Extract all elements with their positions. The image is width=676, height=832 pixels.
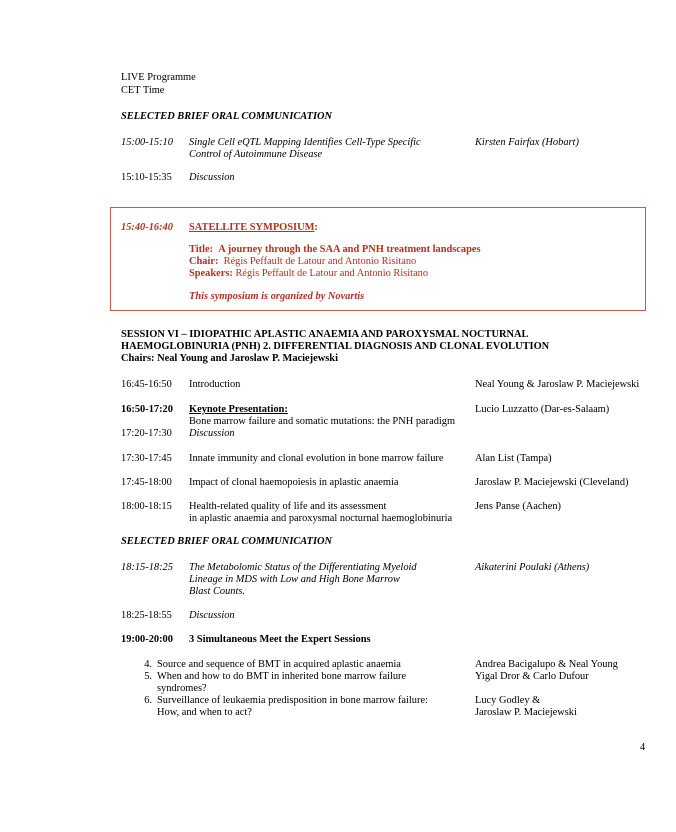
speaker: Aikaterini Poulaki (Athens) [475, 562, 590, 573]
satellite-label [189, 221, 318, 234]
time-slot: 15:10-15:35 [121, 172, 172, 183]
time-slot: 17:30-17:45 [121, 453, 172, 464]
talk-title-line-1: Single Cell eQTL Mapping Identifies Cell-Type Specific [189, 137, 421, 148]
speaker: Jens Panse (Aachen) [475, 501, 561, 512]
satellite-label-colon: : [314, 222, 318, 233]
satellite-speakers [189, 267, 428, 280]
section-heading: SELECTED BRIEF ORAL COMMUNICATION [121, 111, 333, 122]
talk-title-line-2: in aplastic anaemia and paroxysmal nocturnal haemoglobinuria [189, 513, 453, 524]
talk-title: Innate immunity and clonal evolution in bone marrow failure [189, 453, 444, 464]
speaker-line-1: Lucy Godley & [475, 695, 541, 706]
time-slot: 18:25-18:55 [121, 610, 172, 621]
discussion: Discussion [189, 172, 235, 183]
talk-title-line-2: Control of Autoimmune Disease [189, 149, 323, 160]
satellite-speakers-label: Speakers: [189, 268, 233, 279]
satellite-time: 15:40-16:40 [121, 222, 173, 233]
header-line-1: LIVE Programme [121, 72, 196, 83]
satellite-speakers-value: Régis Peffault de Latour and Antonio Risitano [235, 268, 429, 279]
list-item-text-line-1: Surveillance of leukaemia predisposition in bone marrow failure: [157, 695, 428, 706]
satellite-title-label: Title: [189, 244, 214, 255]
speaker: Andrea Bacigalupo & Neal Young [475, 659, 618, 670]
time-slot: 16:45-16:50 [121, 379, 172, 390]
session-heading-line-1: SESSION VI – IDIOPATHIC APLASTIC ANAEMIA AND PAROXYSMAL NOCTURNAL [121, 329, 529, 340]
list-item-text-line-2: How, and when to act? [157, 707, 252, 718]
time-slot: 19:00-20:00 [121, 634, 173, 645]
satellite-title-value: A journey through the SAA and PNH treatment landscapes [218, 244, 481, 255]
speaker: Kirsten Fairfax (Hobart) [475, 137, 579, 148]
satellite-chair-value: Régis Peffault de Latour and Antonio Risitano [223, 256, 417, 267]
discussion: Discussion [189, 428, 235, 439]
list-item-text: Source and sequence of BMT in acquired aplastic anaemia [157, 659, 401, 670]
time-slot: 15:00-15:10 [121, 137, 173, 148]
time-slot: 16:50-17:20 [121, 404, 173, 415]
speaker: Yigal Dror & Carlo Dufour [475, 671, 589, 682]
speaker: Neal Young & Jaroslaw P. Maciejewski [475, 379, 640, 390]
keynote-label: Keynote Presentation: [189, 404, 288, 415]
satellite-chair-label: Chair: [189, 256, 219, 267]
page-number: 4 [640, 742, 646, 753]
session-chairs: Chairs: Neal Young and Jaroslaw P. Maciejewski [121, 353, 338, 364]
time-slot: 18:00-18:15 [121, 501, 172, 512]
satellite-note: This symposium is organized by Novartis [189, 291, 365, 302]
talk-title-line-3: Blast Counts. [189, 586, 246, 597]
discussion: Discussion [189, 610, 235, 621]
speaker-line-2: Jaroslaw P. Maciejewski [475, 707, 577, 718]
list-number: 6. [144, 695, 152, 706]
talk-title-line-1: The Metabolomic Status of the Differentiating Myeloid [189, 562, 417, 573]
list-number: 5. [144, 671, 152, 682]
section-heading: SELECTED BRIEF ORAL COMMUNICATION [121, 536, 333, 547]
talk-title-line-1: Health-related quality of life and its assessment [189, 501, 387, 512]
list-item-text-line-2: syndromes? [157, 683, 207, 694]
speaker: Alan List (Tampa) [475, 453, 552, 464]
session-heading-line-2: HAEMOGLOBINURIA (PNH) 2. DIFFERENTIAL DIAGNOSIS AND CLONAL EVOLUTION [121, 341, 550, 352]
header-line-2: CET Time [121, 85, 165, 96]
list-item-text-line-1: When and how to do BMT in inherited bone marrow failure [157, 671, 407, 682]
talk-title: Impact of clonal haemopoiesis in aplastic anaemia [189, 477, 399, 488]
time-slot: 18:15-18:25 [121, 562, 173, 573]
talk-title-line-2: Lineage in MDS with Low and High Bone Marrow [189, 574, 400, 585]
speaker: Jaroslaw P. Maciejewski (Cleveland) [475, 477, 629, 488]
list-number: 4. [144, 659, 152, 670]
time-slot: 17:20-17:30 [121, 428, 172, 439]
satellite-label-text: SATELLITE SYMPOSIUM [189, 222, 315, 233]
talk-title: Introduction [189, 379, 241, 390]
speaker: Lucio Luzzatto (Dar-es-Salaam) [475, 404, 610, 415]
meet-expert-title: 3 Simultaneous Meet the Expert Sessions [189, 634, 371, 645]
time-slot: 17:45-18:00 [121, 477, 172, 488]
talk-title: Bone marrow failure and somatic mutations: the PNH paradigm [189, 416, 456, 427]
